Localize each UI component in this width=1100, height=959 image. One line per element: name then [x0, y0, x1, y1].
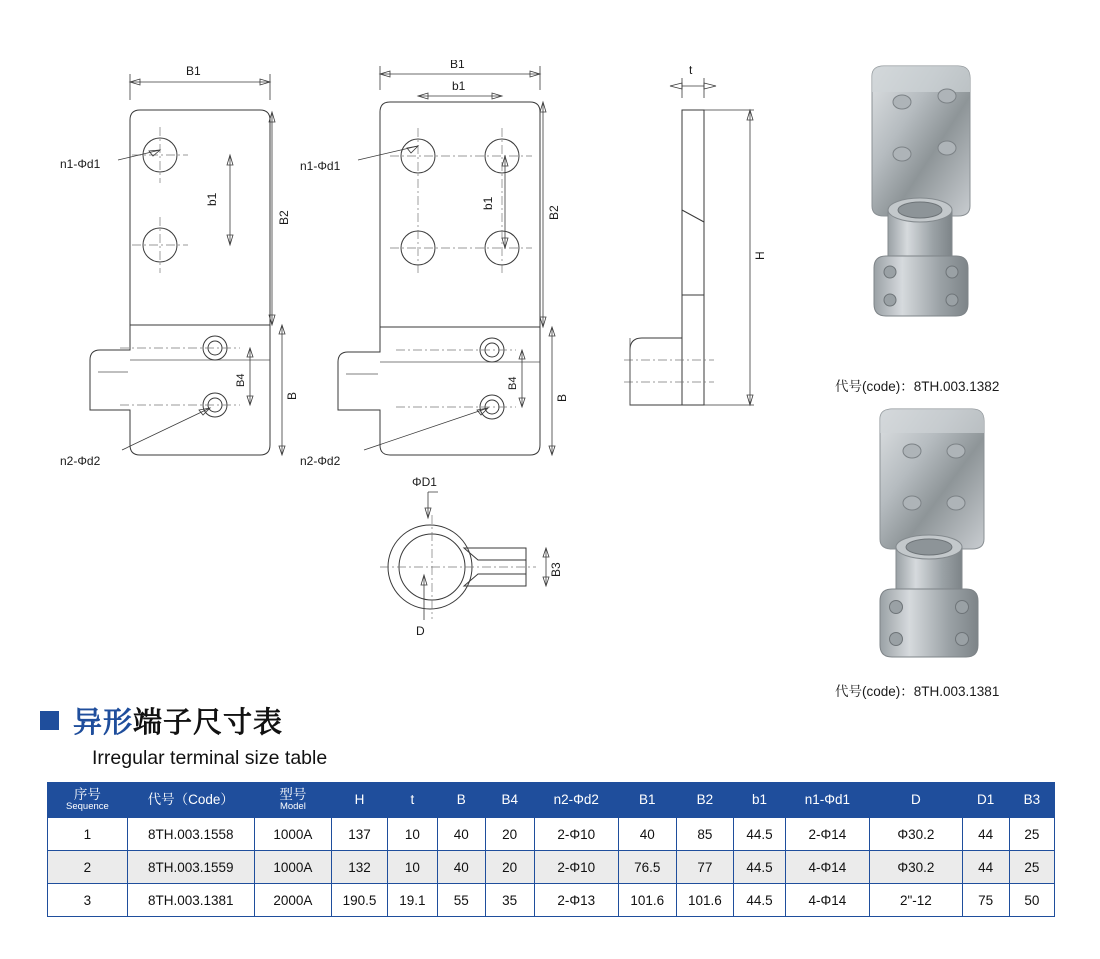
cell-t: 10 [387, 818, 437, 851]
cell-B4: 20 [485, 818, 534, 851]
dim-label-B1: B1 [186, 64, 201, 78]
cell-H: 137 [332, 818, 388, 851]
cell-B1: 40 [618, 818, 676, 851]
cell-b1: 44.5 [734, 818, 785, 851]
photo-caption-1382: 代号(code)：8TH.003.1382 [835, 379, 1000, 394]
cell-b1: 44.5 [734, 851, 785, 884]
heading-bullet-icon [40, 711, 59, 730]
col-B2: B2 [676, 783, 734, 818]
cell-B: 55 [437, 884, 485, 917]
dim-label-B1-2: B1 [450, 60, 465, 71]
irregular-terminal-size-table [47, 782, 1055, 917]
col-model: 型号 Model [254, 783, 331, 818]
col-B1: B1 [618, 783, 676, 818]
cell-t: 10 [387, 851, 437, 884]
cell-sequence: 2 [48, 851, 128, 884]
drawing-view-3 [600, 60, 850, 530]
cell-D1: 75 [962, 884, 1009, 917]
cell-t: 19.1 [387, 884, 437, 917]
col-n2d2: n2-Φd2 [534, 783, 618, 818]
dim-label-B3: B3 [549, 562, 563, 577]
cell-code: 8TH.003.1559 [127, 851, 254, 884]
dim-label-B4-2: B4 [507, 376, 519, 390]
cell-B1: 76.5 [618, 851, 676, 884]
product-photo-1382 [850, 60, 1060, 350]
cell-n2d2: 2-Φ13 [534, 884, 618, 917]
heading-title-cn-highlight: 异形 [73, 707, 134, 739]
table-row [48, 884, 1055, 917]
heading-title-cn: 端子尺寸表 [133, 707, 284, 739]
size-table-wrap [47, 782, 1055, 917]
dim-label-n1: n1-Φd1 [60, 157, 101, 171]
drawing-view-4 [370, 470, 630, 650]
cell-H: 132 [332, 851, 388, 884]
dim-label-b1-3: b1 [481, 196, 495, 210]
col-sequence: 序号 Sequence [48, 783, 128, 818]
col-H: H [332, 783, 388, 818]
dim-label-B-2: B [555, 393, 569, 402]
cell-D1: 44 [962, 851, 1009, 884]
dim-label-PhiD1: ΦD1 [412, 475, 437, 489]
table-row [48, 851, 1055, 884]
cell-D: 2"-12 [870, 884, 963, 917]
col-B: B [437, 783, 485, 818]
section-heading [40, 700, 740, 770]
cell-n2d2: 2-Φ10 [534, 818, 618, 851]
cell-H: 190.5 [332, 884, 388, 917]
cell-B1: 101.6 [618, 884, 676, 917]
col-D1: D1 [962, 783, 1009, 818]
dim-label-n1-2: n1-Φd1 [300, 159, 341, 173]
cell-B4: 35 [485, 884, 534, 917]
dim-label-n2-2: n2-Φd2 [300, 454, 341, 468]
heading-title-en: Irregular terminal size table [92, 747, 328, 769]
col-B4: B4 [485, 783, 534, 818]
col-B3: B3 [1009, 783, 1054, 818]
table-header-row [48, 783, 1055, 818]
cell-code: 8TH.003.1558 [127, 818, 254, 851]
dim-label-n2: n2-Φd2 [60, 454, 101, 468]
cell-code: 8TH.003.1381 [127, 884, 254, 917]
col-n1d1: n1-Φd1 [785, 783, 869, 818]
table-row [48, 818, 1055, 851]
col-D: D [870, 783, 963, 818]
product-photo-1381 [850, 405, 1060, 685]
dim-label-B: B [285, 391, 299, 400]
cell-n2d2: 2-Φ10 [534, 851, 618, 884]
dim-label-D: D [416, 624, 425, 638]
cell-B: 40 [437, 851, 485, 884]
dim-label-B4: B4 [235, 373, 247, 387]
cell-B2: 77 [676, 851, 734, 884]
cell-model: 1000A [254, 851, 331, 884]
cell-D1: 44 [962, 818, 1009, 851]
cell-B2: 101.6 [676, 884, 734, 917]
col-t: t [387, 783, 437, 818]
cell-sequence: 1 [48, 818, 128, 851]
col-code: 代号（Code） [127, 783, 254, 818]
cell-sequence: 3 [48, 884, 128, 917]
col-b1: b1 [734, 783, 785, 818]
cell-B3: 25 [1009, 818, 1054, 851]
dim-label-b1: b1 [205, 192, 219, 206]
dim-label-t: t [689, 63, 693, 77]
cell-model: 2000A [254, 884, 331, 917]
cell-n1d1: 2-Φ14 [785, 818, 869, 851]
cell-model: 1000A [254, 818, 331, 851]
cell-D: Φ30.2 [870, 818, 963, 851]
cell-B3: 50 [1009, 884, 1054, 917]
dim-label-B2: B2 [277, 210, 291, 225]
cell-n1d1: 4-Φ14 [785, 851, 869, 884]
cell-n1d1: 4-Φ14 [785, 884, 869, 917]
cell-B3: 25 [1009, 851, 1054, 884]
dim-label-B2-2: B2 [547, 205, 561, 220]
cell-B: 40 [437, 818, 485, 851]
cell-b1: 44.5 [734, 884, 785, 917]
photo-caption-1381: 代号(code)：8TH.003.1381 [835, 684, 1000, 699]
dim-label-b1-2: b1 [452, 79, 466, 93]
dim-label-H: H [753, 251, 767, 260]
cell-B2: 85 [676, 818, 734, 851]
cell-D: Φ30.2 [870, 851, 963, 884]
cell-B4: 20 [485, 851, 534, 884]
